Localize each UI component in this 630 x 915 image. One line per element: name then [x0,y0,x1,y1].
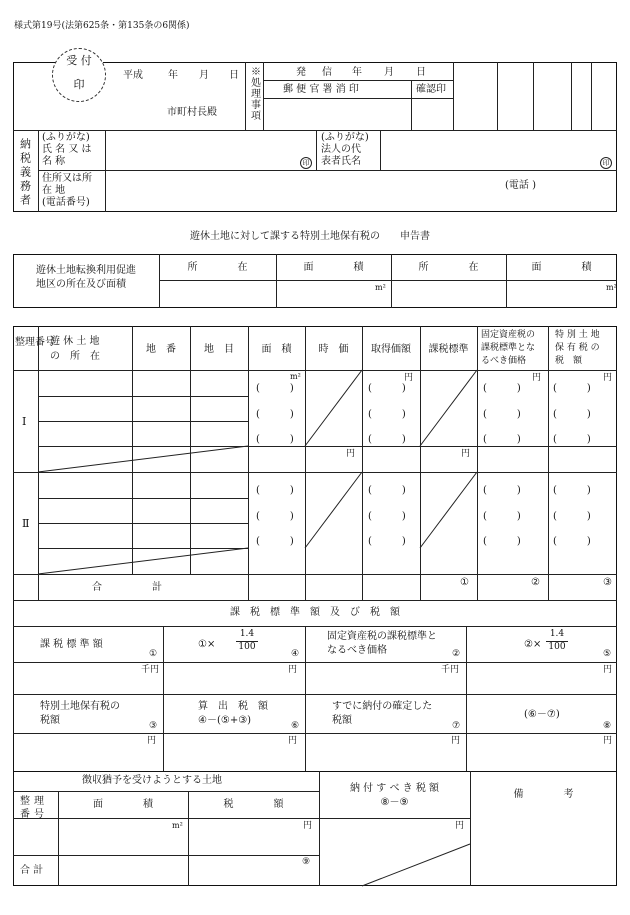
issue-month: 月 [384,67,394,78]
area-unit: m² [290,372,301,381]
area-paren-3: ( ) [256,434,294,445]
deferral-area-unit: m² [172,821,183,830]
formula2-fraction [546,630,568,653]
formula2-numerator: 1.4 [549,629,565,639]
name-seal-mark: 印 [300,157,312,169]
col-value-header: 時 価 [318,344,349,355]
deferral-area-header: 面 積 [93,799,153,810]
paid-tax-label-1: すでに納付の確定した [332,701,433,712]
processing-label: ※処理事項 [248,66,260,121]
formula2-unit: 円 [603,665,613,675]
fixed-value-unit: 千円 [441,665,460,675]
form-number: 様式第19号(法第625条・第135条の6関係) [14,21,190,31]
diff-label: (⑥－⑦) [524,709,560,720]
std-amount-label: 課 税 標 準 額 [40,639,103,650]
name-furigana-label: (ふりがな) [42,132,90,143]
special-paren-2: ( ) [553,409,591,420]
receipt-stamp-top: 受 付 [66,54,92,67]
fixed2-paren-2: ( ) [483,511,521,522]
formula2-denominator: 100 [548,641,566,652]
deferral-total-label: 合 計 [20,865,44,876]
paid-tax-unit: 円 [451,736,461,746]
total-row-label: 合 計 [92,582,162,593]
col-area-header: 面 積 [261,344,292,355]
calc-n2: ② [452,649,461,659]
special-tax-label-2: 税額 [40,715,60,726]
deferral-seq-header: 整理番号 [20,796,48,820]
col-fixed-header-2: 課税標準とな [481,343,536,353]
calc-tax-unit: 円 [288,736,298,746]
std-unit: 千円 [141,665,160,675]
deferral-title: 徴収猶予を受けようとする土地 [82,775,222,786]
area2-paren-3: ( ) [256,536,294,547]
formula1-unit: 円 [288,665,298,675]
special-tax-unit: 円 [147,736,157,746]
issue-year: 年 [352,67,362,78]
special2-paren-3: ( ) [553,536,591,547]
phone-label: (電話 ) [505,180,536,191]
calc-section-title: 課 税 標 準 額 及 び 税 額 [230,607,400,618]
promo-loc1-header: 所 在 [187,262,248,273]
document-title: 遊休土地に対して課する特別土地保有税の 申告書 [190,231,430,242]
address-label-2: 在 地 [42,185,66,196]
calc-n4: ④ [291,649,300,659]
deferral-tax-unit: 円 [303,821,313,831]
issue-char-2: 信 [322,67,332,78]
col-fixed-header-1: 固定資産税の [481,330,536,340]
remarks-header: 備 考 [513,789,574,800]
day-label: 日 [229,70,239,81]
diff-unit: 円 [603,736,613,746]
address-label-1: 住所又は所 [42,173,92,184]
col-land-loc-header-1: 遊 休 土 地 [50,336,100,347]
promo-loc2-header: 所 在 [418,262,479,273]
calc-n8: ⑧ [603,721,612,731]
calc-tax-label-2: ④－(⑤+③) [198,715,252,726]
calc-n5: ⑤ [603,649,612,659]
acq-unit: 円 [404,373,414,383]
payable-tax-formula: ⑧－⑨ [380,797,409,808]
col-fixed-header-3: るべき価格 [481,356,527,366]
postmark-label: 郵 便 官 署 消 印 [283,84,359,95]
acq2-paren-1: ( ) [368,485,406,496]
total-circ-1: ① [460,577,469,588]
acq-paren-1: ( ) [368,383,406,394]
group-1-label: Ⅰ [22,415,27,428]
col-special-header-2: 保 有 税 の [555,343,600,353]
formula1-prefix: ①× [198,639,216,650]
special-paren-1: ( ) [553,383,591,394]
name-label-2: 名 称 [42,156,66,167]
acq2-paren-2: ( ) [368,511,406,522]
col-category-header: 地 目 [204,344,234,355]
deferral-n9: ⑨ [302,857,311,867]
payable-unit: 円 [455,821,465,831]
rep-label-2: 表者氏名 [321,156,361,167]
acq-paren-2: ( ) [368,409,406,420]
rep-furigana-label: (ふりがな) [321,132,369,143]
rep-seal-mark: 印 [600,157,612,169]
area2-paren-1: ( ) [256,485,294,496]
group-2-label: Ⅱ [22,517,30,530]
promo-unit-1: m² [375,283,386,292]
payable-tax-label: 納 付 す べ き 税 額 [349,783,440,794]
formula2-prefix: ②× [524,639,542,650]
issue-char-1: 発 [296,67,306,78]
addressee: 市町村長殿 [167,107,217,118]
col-special-header-1: 特 別 土 地 [555,330,600,340]
fixed-label-2: なるべき価格 [327,645,387,656]
issue-day: 日 [416,67,426,78]
total-circ-2: ② [531,577,540,588]
formula1-denominator: 100 [238,641,256,652]
special2-paren-2: ( ) [553,511,591,522]
col-lot-header: 地 番 [146,344,176,355]
col-seq-header-1: 整理番号 [15,337,55,348]
value-subtotal-unit: 円 [346,449,356,459]
calc-n3: ③ [149,721,158,731]
name-label-1: 氏 名 又 は [42,144,92,155]
col-std-header: 課税標準 [428,344,469,355]
fixed2-paren-3: ( ) [483,536,521,547]
promo-area2-header: 面 積 [531,262,592,273]
year-label: 年 [168,70,178,81]
month-label: 月 [199,70,209,81]
std-subtotal-unit: 円 [461,449,471,459]
acq-paren-3: ( ) [368,434,406,445]
total-circ-3: ③ [603,577,612,588]
fixed-paren-3: ( ) [483,434,521,445]
formula1-fraction [236,630,258,653]
fixed2-paren-1: ( ) [483,485,521,496]
calc-n6: ⑥ [291,721,300,731]
fixed-paren-1: ( ) [483,383,521,394]
promo-area-label-1: 遊休土地転換利用促進 [36,265,136,276]
special-unit: 円 [603,373,613,383]
area-paren-2: ( ) [256,409,294,420]
col-special-header-3: 税 額 [555,356,583,366]
acq2-paren-3: ( ) [368,536,406,547]
confirm-seal-label: 確認印 [416,84,446,95]
calc-n1: ① [149,649,158,659]
receipt-stamp-bottom: 印 [73,78,85,91]
fixed-paren-2: ( ) [483,409,521,420]
special-paren-3: ( ) [553,434,591,445]
special-tax-label-1: 特別土地保有税の [40,701,120,712]
promo-unit-2: m² [606,283,617,292]
special2-paren-1: ( ) [553,485,591,496]
calc-n7: ⑦ [452,721,461,731]
area2-paren-2: ( ) [256,511,294,522]
promo-area1-header: 面 積 [303,262,364,273]
formula1-numerator: 1.4 [239,629,255,639]
fixed-label-1: 固定資産税の課税標準と [327,631,437,642]
col-acq-header: 取得価額 [371,344,411,355]
taxpayer-side-label: 納税義務者 [18,138,32,208]
address-label-3: (電話番号) [42,197,90,208]
area-paren-1: ( ) [256,383,294,394]
deferral-tax-header: 税 額 [223,799,284,810]
calc-tax-label-1: 算 出 税 額 [198,701,268,712]
fixed-unit: 円 [532,373,542,383]
promo-area-label-2: 地区の所在及び面積 [36,279,126,290]
era-label: 平成 [123,70,143,81]
rep-label-1: 法人の代 [321,144,361,155]
col-land-loc-header-2: の 所 在 [50,351,100,362]
paid-tax-label-2: 税額 [332,715,352,726]
